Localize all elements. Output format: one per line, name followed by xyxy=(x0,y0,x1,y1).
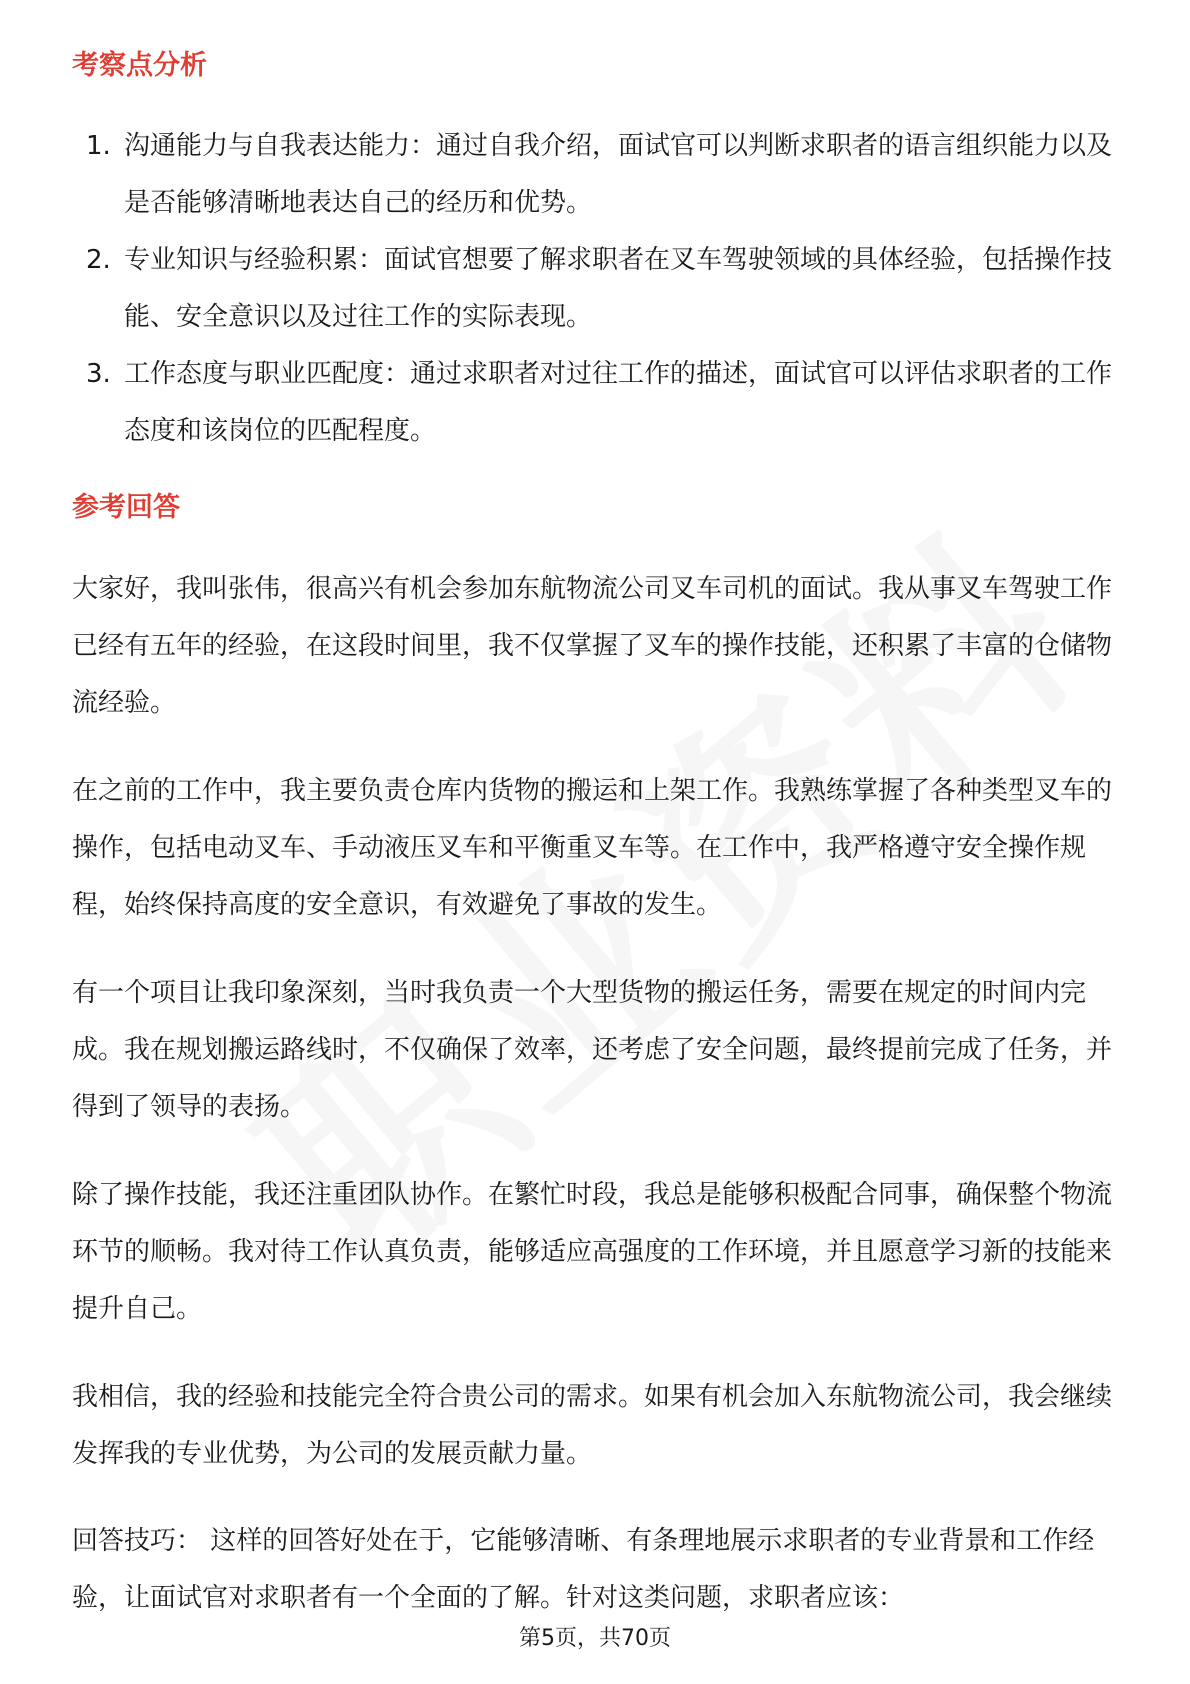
analysis-list xyxy=(72,118,1132,460)
answer-paragraph: 大家好，我叫张伟，很高兴有机会参加东航物流公司叉车司机的面试。我从事叉车驾驶工作已经有五年的经验，在这段时间里，我不仅掌握了叉车的操作技能，还积累了丰富的仓储物流经验。 xyxy=(72,574,1113,718)
list-item xyxy=(72,232,1132,346)
list-item xyxy=(72,118,1132,232)
list-item-number: 2. xyxy=(86,245,111,275)
list-item-number: 1. xyxy=(86,131,111,161)
list-item xyxy=(72,346,1132,460)
answer-paragraph: 我相信，我的经验和技能完全符合贵公司的需求。如果有机会加入东航物流公司，我会继续发挥我的专业优势，为公司的发展贡献力量。 xyxy=(72,1382,1113,1469)
list-item-number: 3. xyxy=(86,359,111,389)
answer-paragraph: 除了操作技能，我还注重团队协作。在繁忙时段，我总是能够积极配合同事，确保整个物流环节的顺畅。我对待工作认真负责，能够适应高强度的工作环境，并且愿意学习新的技能来提升自己。 xyxy=(72,1180,1113,1324)
answer-tips-paragraph: 回答技巧： 这样的回答好处在于，它能够清晰、有条理地展示求职者的专业背景和工作经验，让面试官对求职者有一个全面的了解。针对这类问题，求职者应该： xyxy=(72,1526,1095,1613)
page-number: 第5页，共70页 xyxy=(519,1626,671,1651)
list-item-text: 沟通能力与自我表达能力：通过自我介绍，面试官可以判断求职者的语言组织能力以及是否能够清晰地表达自己的经历和优势。 xyxy=(124,131,1113,218)
list-item-text: 专业知识与经验积累：面试官想要了解求职者在叉车驾驶领域的具体经验，包括操作技能、安全意识以及过往工作的实际表现。 xyxy=(124,245,1113,332)
list-item-text: 工作态度与职业匹配度：通过求职者对过往工作的描述，面试官可以评估求职者的工作态度和该岗位的匹配程度。 xyxy=(124,359,1113,446)
section-heading-analysis: 考察点分析 xyxy=(72,50,207,81)
section-heading-answer: 参考回答 xyxy=(72,492,180,523)
answer-paragraph: 在之前的工作中，我主要负责仓库内货物的搬运和上架工作。我熟练掌握了各种类型叉车的操作，包括电动叉车、手动液压叉车和平衡重叉车等。在工作中，我严格遵守安全操作规程，始终保持高度的安全意识，有效避免了事故的发生。 xyxy=(72,776,1113,920)
answer-paragraph: 有一个项目让我印象深刻，当时我负责一个大型货物的搬运任务，需要在规定的时间内完成。我在规划搬运路线时，不仅确保了效率，还考虑了安全问题，最终提前完成了任务，并得到了领导的表扬。 xyxy=(72,978,1113,1122)
